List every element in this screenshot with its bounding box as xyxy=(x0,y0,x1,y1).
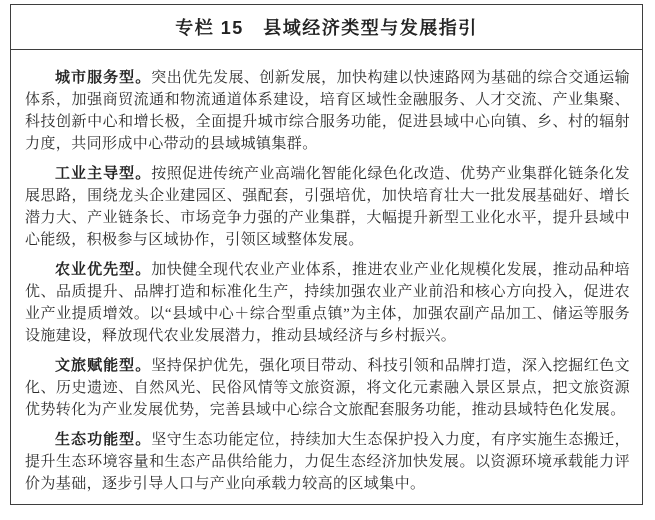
paragraph-lead-term: 农业优先型。 xyxy=(55,262,152,278)
paragraph-text: 坚守生态功能定位，持续加大生态保护投入力度，有序实施生态搬迁，提升生态环境容量和生态产品供给能力，力促生态经济加快发展。以资源环境承载能力评价为基础，逐步引导人口与产业向承载力较高的区域集中。 xyxy=(25,432,630,492)
column-box-header xyxy=(11,5,642,50)
paragraph-text: 坚持保护优先，强化项目带动、科技引领和品牌打造，深入挖掘红色文化、历史遗迹、自然风光、民俗风情等文旅资源，将文化元素融入景区景点，把文旅资源优势转化为产业发展优势，完善县域中心综合文旅配套服务功能，推动县域特色化发展。 xyxy=(25,358,630,418)
column-box-body xyxy=(11,50,642,495)
paragraph-agriculture-first xyxy=(25,259,630,347)
column-box xyxy=(10,4,643,505)
paragraph-ecological-function xyxy=(25,429,630,495)
paragraph-lead-term: 工业主导型。 xyxy=(55,166,152,182)
paragraph-text: 突出优先发展、创新发展，加快构建以快速路网为基础的综合交通运输体系，加强商贸流通和物流通道体系建设，培育区域性金融服务、人才交流、产业集聚、科技创新中心和增长极，全面提升城市综合服务功能，促进县域中心向镇、乡、村的辐射力度，共同形成中心带动的县域城镇集群。 xyxy=(25,70,630,152)
paragraph-lead-term: 城市服务型。 xyxy=(55,70,152,86)
column-title: 专栏 15 县域经济类型与发展指引 xyxy=(175,18,478,38)
paragraph-lead-term: 生态功能型。 xyxy=(55,432,152,448)
paragraph-culture-tourism xyxy=(25,355,630,421)
paragraph-text: 加快健全现代农业产业体系，推进农业产业化规模化发展，推动品种培优、品质提升、品牌打造和标准化生产，持续加强农业产业前沿和核心方向投入，促进农业产业提质增效。以“县域中心＋综合型重点镇”为主体，加强农副产品加工、储运等服务设施建设，释放现代农业发展潜力，推动县域经济与乡村振兴。 xyxy=(25,262,630,344)
paragraph-text: 按照促进传统产业高端化智能化绿色化改造、优势产业集群化链条化发展思路，围绕龙头企业建园区、强配套，引强培优，加快培育壮大一批发展基础好、增长潜力大、产业链条长、市场竞争力强的产业集群，大幅提升新型工业化水平，提升县域中心能级，积极参与区域协作，引领区域整体发展。 xyxy=(25,166,630,248)
paragraph-lead-term: 文旅赋能型。 xyxy=(55,358,152,374)
paragraph-industry-led xyxy=(25,163,630,251)
paragraph-urban-service xyxy=(25,67,630,155)
